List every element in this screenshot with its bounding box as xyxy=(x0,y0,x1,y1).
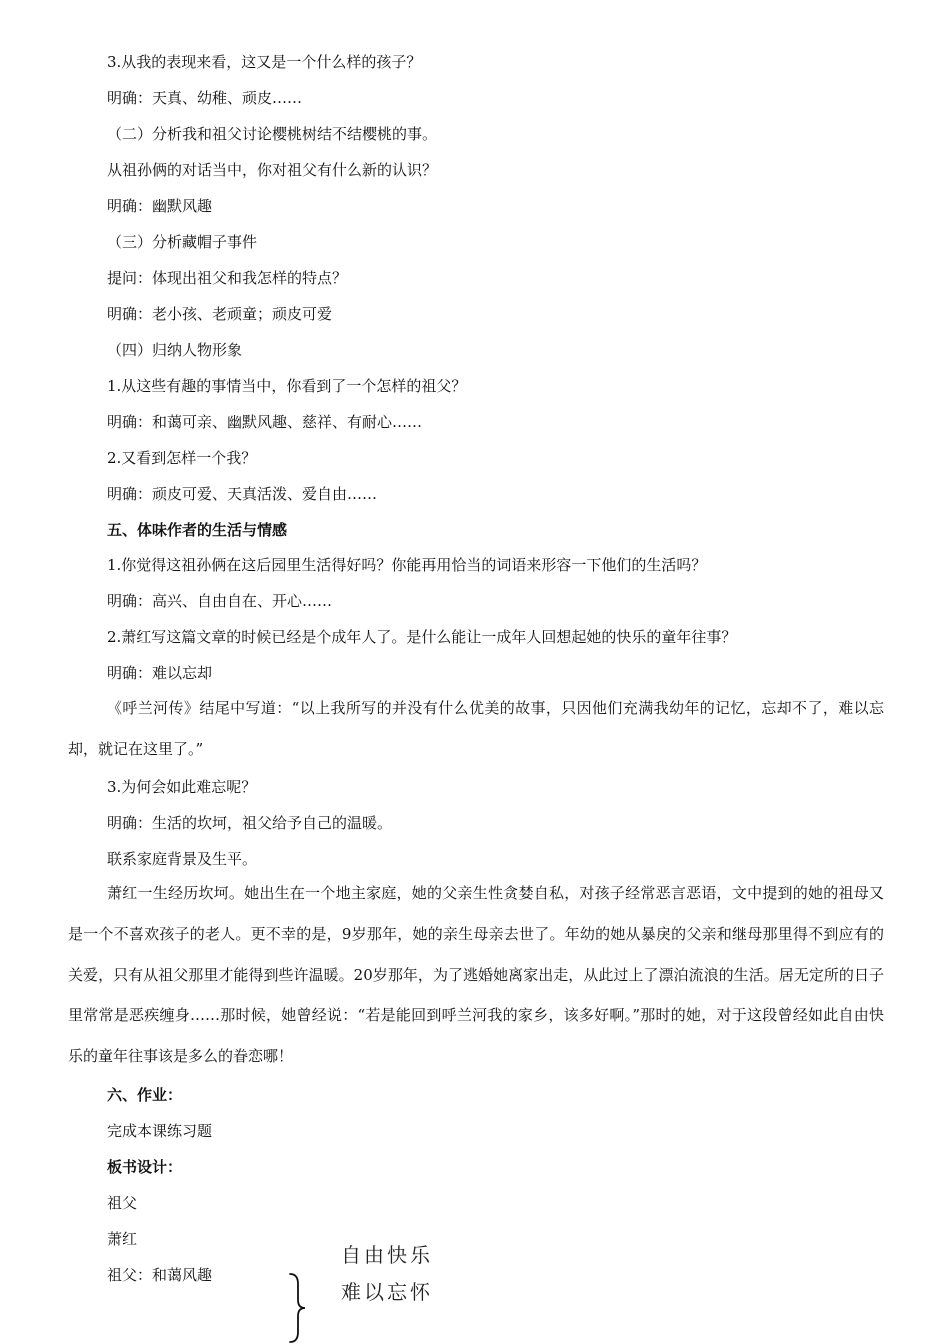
handwritten-text: 难以忘怀 xyxy=(341,1280,433,1304)
answer-line: 明确：老小孩、老顽童；顽皮可爱 xyxy=(107,305,333,323)
body-line: 联系家庭背景及生平。 xyxy=(107,850,258,868)
answer-line: 明确：幽默风趣 xyxy=(107,197,213,215)
question-line: 3.从我的表现来看，这又是一个什么样的孩子？ xyxy=(107,53,422,71)
curly-brace-icon xyxy=(286,1272,308,1344)
answer-line: 明确：生活的坎坷，祖父给予自己的温暖。 xyxy=(107,814,393,832)
question-line: 2.又看到怎样一个我？ xyxy=(107,449,257,467)
section-heading: 五、体味作者的生活与情感 xyxy=(107,521,288,539)
board-line: 萧红 xyxy=(107,1230,138,1248)
answer-line: 明确：高兴、自由自在、开心…… xyxy=(107,592,333,610)
section-heading: 板书设计： xyxy=(107,1158,183,1176)
question-line: 2.萧红写这篇文章的时候已经是个成年人了。是什么能让一成年人回想起她的快乐的童年往事？ xyxy=(107,628,737,646)
subsection-heading: （二）分析我和祖父讨论樱桃树结不结樱桃的事。 xyxy=(107,125,438,143)
biography-paragraph: 萧红一生经历坎坷。她出生在一个地主家庭，她的父亲生性贪婪自私，对孩子经常恶言恶语，文中提到的她的祖母又是一个不喜欢孩子的老人。更不幸的是，9岁那年，她的亲生母亲去世了。年幼的她从暴戾的父亲和继母那里得不到应有的关爱，只有从祖父那里才能得到些许温暖。20岁那年，为了逃婚她离家出走，从此过上了漂泊流浪的生活。居无定所的日子里常常是恶疾缠身……那时候，她曾经说：“若是能回到呼兰河我的家乡，该多好啊。”那时的她，对于这段曾经如此自由快乐的童年往事该是多么的眷恋哪！ xyxy=(68,884,884,1066)
question-line: 3.为何会如此难忘呢？ xyxy=(107,778,257,796)
subsection-heading: （四）归纳人物形象 xyxy=(107,341,243,359)
question-line: 提问：体现出祖父和我怎样的特点？ xyxy=(107,269,348,287)
handwritten-text: 自由快乐 xyxy=(341,1243,433,1267)
question-line: 1.从这些有趣的事情当中，你看到了一个怎样的祖父？ xyxy=(107,377,467,395)
subsection-heading: （三）分析藏帽子事件 xyxy=(107,233,258,251)
board-line: 祖父 xyxy=(107,1194,138,1212)
answer-line: 明确：难以忘却 xyxy=(107,664,213,682)
answer-line: 明确：天真、幼稚、顽皮…… xyxy=(107,89,303,107)
body-line: 完成本课练习题 xyxy=(107,1122,213,1140)
question-line: 从祖孙俩的对话当中，你对祖父有什么新的认识？ xyxy=(107,161,438,179)
board-line: 祖父：和蔼风趣 xyxy=(107,1266,213,1284)
answer-line: 明确：和蔼可亲、幽默风趣、慈祥、有耐心…… xyxy=(107,413,423,431)
answer-line: 明确：顽皮可爱、天真活泼、爱自由…… xyxy=(107,485,378,503)
section-heading: 六、作业： xyxy=(107,1086,183,1104)
question-line: 1.你觉得这祖孙俩在这后园里生活得好吗？你能再用恰当的词语来形容一下他们的生活吗？ xyxy=(107,556,707,574)
quote-paragraph: 《呼兰河传》结尾中写道：“以上我所写的并没有什么优美的故事，只因他们充满我幼年的记忆，忘却不了，难以忘却，就记在这里了。” xyxy=(68,699,884,758)
